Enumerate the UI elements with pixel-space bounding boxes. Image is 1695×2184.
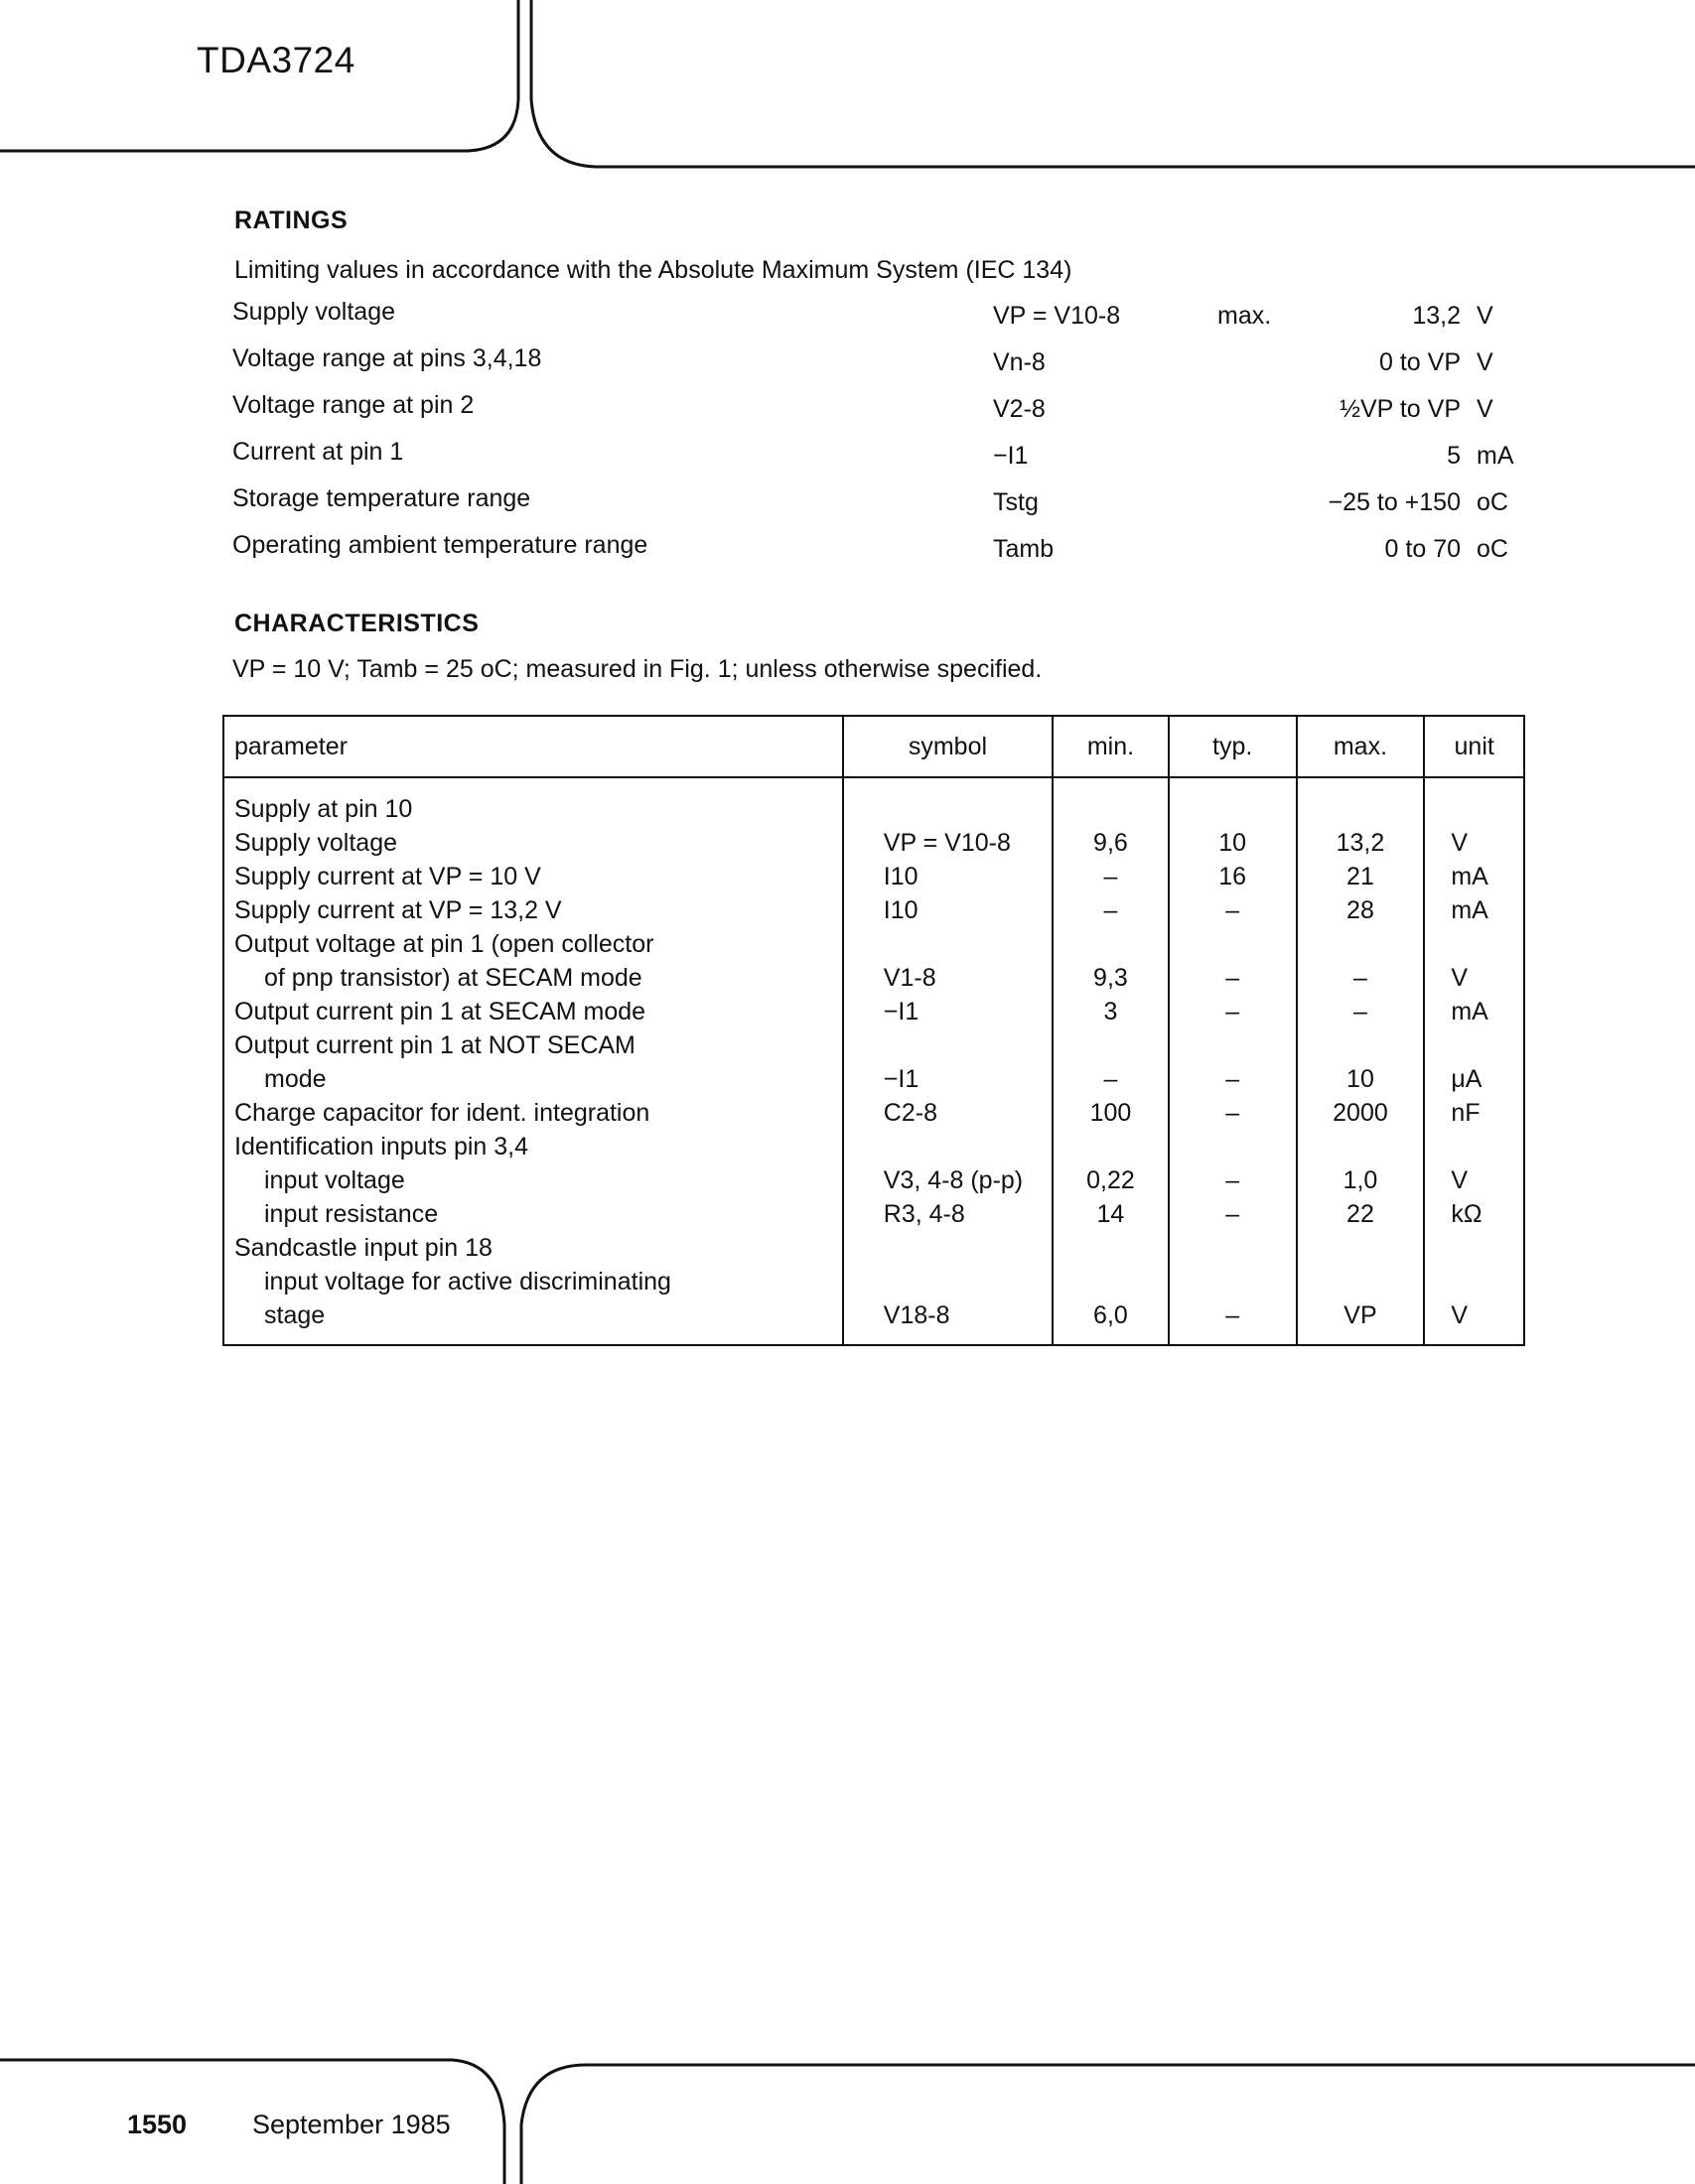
characteristics-conditions: VP = 10 V; Tamb = 25 oC; measured in Fig. 1; unless otherwise specified.	[232, 655, 1043, 683]
cell-min: 3	[1053, 995, 1169, 1028]
rating-label: Voltage range at pins 3,4,18	[232, 344, 542, 372]
cell-max: 13,2	[1297, 826, 1425, 860]
rating-unit: mA	[1477, 442, 1514, 470]
cell-symbol: R3, 4-8	[843, 1197, 1053, 1231]
page-number: 1550	[127, 2110, 188, 2139]
cell-parameter: Charge capacitor for ident. integration	[223, 1096, 843, 1130]
cell-parameter: input resistance	[264, 1200, 439, 1228]
rating-symbol: VP = V10-8	[993, 302, 1121, 330]
column-header-min: min.	[1053, 716, 1169, 777]
cell-typ: –	[1169, 927, 1297, 995]
table-group-row	[223, 1130, 1524, 1163]
rating-unit: V	[1477, 395, 1493, 423]
cell-max: –	[1297, 927, 1425, 995]
table-row	[223, 860, 1524, 893]
cell-max: –	[1297, 995, 1425, 1028]
cell-min: 6,0	[1053, 1265, 1169, 1345]
cell-parameter-line: of pnp transistor) at SECAM mode	[264, 964, 642, 992]
table-row	[223, 1265, 1524, 1345]
group-label: Supply at pin 10	[223, 777, 843, 826]
rating-label: Supply voltage	[232, 298, 396, 326]
cell-typ: 16	[1169, 860, 1297, 893]
cell-symbol: I10	[843, 860, 1053, 893]
rating-unit: oC	[1477, 488, 1508, 516]
cell-unit: V	[1424, 826, 1524, 860]
characteristics-heading: CHARACTERISTICS	[234, 610, 480, 637]
cell-max: 22	[1297, 1197, 1425, 1231]
cell-parameter-line: Output voltage at pin 1 (open collector	[234, 930, 654, 958]
rating-label: Current at pin 1	[232, 438, 404, 466]
cell-symbol: −I1	[843, 1028, 1053, 1096]
cell-max: 10	[1297, 1028, 1425, 1096]
cell-symbol: −I1	[843, 995, 1053, 1028]
cell-typ: –	[1169, 1163, 1297, 1197]
cell-unit: nF	[1424, 1096, 1524, 1130]
cell-min: –	[1053, 1028, 1169, 1096]
ratings-intro: Limiting values in accordance with the Absolute Maximum System (IEC 134)	[234, 256, 1072, 284]
cell-typ: –	[1169, 995, 1297, 1028]
cell-parameter: Supply current at VP = 13,2 V	[223, 893, 843, 927]
rating-row	[0, 438, 1695, 483]
cell-unit: mA	[1424, 995, 1524, 1028]
table-row	[223, 826, 1524, 860]
table-row	[223, 927, 1524, 995]
rating-symbol: Vn-8	[993, 348, 1046, 376]
rating-row	[0, 531, 1695, 577]
group-label: Sandcastle input pin 18	[223, 1231, 843, 1265]
cell-parameter-line: mode	[264, 1065, 327, 1093]
cell-unit: mA	[1424, 860, 1524, 893]
rating-value: 13,2	[1412, 302, 1461, 330]
cell-unit: mA	[1424, 893, 1524, 927]
cell-parameter-line: Output current pin 1 at NOT SECAM	[234, 1031, 636, 1059]
rating-row	[0, 298, 1695, 343]
table-row	[223, 1197, 1524, 1231]
rating-symbol: Tstg	[993, 488, 1039, 516]
column-header-symbol: symbol	[843, 716, 1053, 777]
cell-symbol: V3, 4-8 (p-p)	[843, 1163, 1053, 1197]
table-row	[223, 1096, 1524, 1130]
rating-value: 5	[1447, 442, 1461, 470]
column-header-unit: unit	[1424, 716, 1524, 777]
table-row	[223, 1163, 1524, 1197]
cell-typ: –	[1169, 893, 1297, 927]
table-row	[223, 1028, 1524, 1096]
cell-min: 9,6	[1053, 826, 1169, 860]
rating-symbol: V2-8	[993, 395, 1046, 423]
cell-symbol: I10	[843, 893, 1053, 927]
rating-symbol: Tamb	[993, 535, 1055, 563]
cell-min: 14	[1053, 1197, 1169, 1231]
column-header-typ: typ.	[1169, 716, 1297, 777]
cell-symbol: V18-8	[843, 1265, 1053, 1345]
characteristics-table	[222, 715, 1525, 1346]
rating-value: ½VP to VP	[1340, 395, 1461, 423]
cell-max: 28	[1297, 893, 1425, 927]
cell-typ: –	[1169, 1265, 1297, 1345]
rating-value: −25 to +150	[1328, 488, 1461, 516]
table-group-row	[223, 777, 1524, 826]
cell-min: –	[1053, 893, 1169, 927]
cell-unit: kΩ	[1424, 1197, 1524, 1231]
rating-row	[0, 344, 1695, 390]
rating-label: Storage temperature range	[232, 484, 531, 512]
cell-unit: μA	[1424, 1028, 1524, 1096]
document-title: TDA3724	[197, 40, 355, 80]
cell-max: 1,0	[1297, 1163, 1425, 1197]
cell-typ: 10	[1169, 826, 1297, 860]
column-header-parameter: parameter	[223, 716, 843, 777]
rating-unit: V	[1477, 348, 1493, 376]
cell-max: VP	[1297, 1265, 1425, 1345]
rating-symbol: −I1	[993, 442, 1029, 470]
cell-typ: –	[1169, 1197, 1297, 1231]
cell-parameter	[223, 927, 843, 995]
cell-max: 21	[1297, 860, 1425, 893]
cell-typ: –	[1169, 1096, 1297, 1130]
cell-max: 2000	[1297, 1096, 1425, 1130]
table-group-row	[223, 1231, 1524, 1265]
cell-parameter-line: stage	[264, 1301, 326, 1329]
cell-parameter: input voltage	[264, 1166, 405, 1194]
cell-parameter	[223, 1028, 843, 1096]
cell-unit: V	[1424, 927, 1524, 995]
column-header-max: max.	[1297, 716, 1425, 777]
cell-parameter-line: input voltage for active discriminating	[264, 1268, 671, 1296]
table-row	[223, 995, 1524, 1028]
rating-row	[0, 484, 1695, 530]
ratings-heading: RATINGS	[234, 206, 349, 234]
table-header-row	[223, 716, 1524, 777]
rating-value: 0 to 70	[1384, 535, 1461, 563]
cell-min: 100	[1053, 1096, 1169, 1130]
cell-min: 0,22	[1053, 1163, 1169, 1197]
cell-parameter: Supply current at VP = 10 V	[223, 860, 843, 893]
rating-value: 0 to VP	[1379, 348, 1461, 376]
cell-parameter	[223, 1265, 843, 1345]
publication-date: September 1985	[252, 2110, 451, 2139]
rating-row	[0, 391, 1695, 437]
cell-symbol: C2-8	[843, 1096, 1053, 1130]
rating-limit: max.	[1217, 302, 1272, 330]
cell-min: 9,3	[1053, 927, 1169, 995]
cell-min: –	[1053, 860, 1169, 893]
cell-parameter: Output current pin 1 at SECAM mode	[223, 995, 843, 1028]
group-label: Identification inputs pin 3,4	[223, 1130, 843, 1163]
cell-unit: V	[1424, 1265, 1524, 1345]
rating-label: Operating ambient temperature range	[232, 531, 648, 559]
cell-typ: –	[1169, 1028, 1297, 1096]
rating-unit: oC	[1477, 535, 1508, 563]
cell-parameter: Supply voltage	[223, 826, 843, 860]
cell-unit: V	[1424, 1163, 1524, 1197]
rating-label: Voltage range at pin 2	[232, 391, 475, 419]
cell-symbol: V1-8	[843, 927, 1053, 995]
rating-unit: V	[1477, 302, 1493, 330]
cell-symbol: VP = V10-8	[843, 826, 1053, 860]
table-row	[223, 893, 1524, 927]
